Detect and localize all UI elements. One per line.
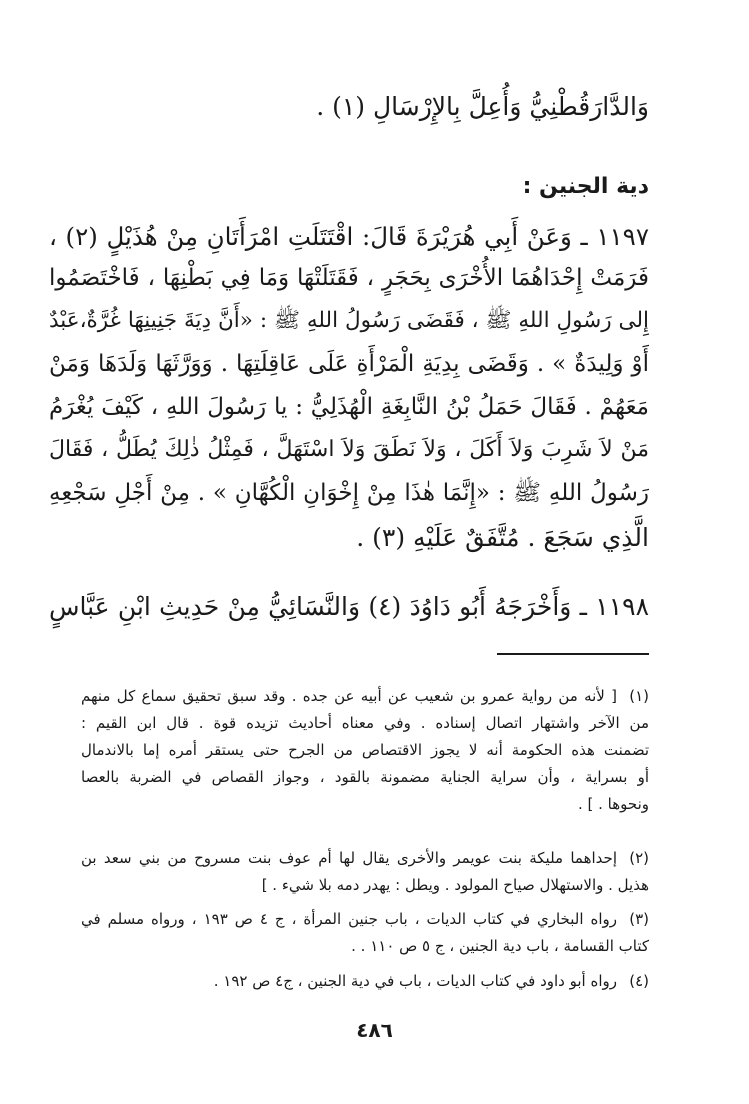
footnote-divider [497,653,649,655]
footnote-number: (٢) [629,849,649,867]
footnote-line: رواه البخاري في كتاب الديات ، باب جنين المرأة ، ج ٤ ص ١٩٣ ، ورواه مسلم في [81,910,617,928]
footnote-line: كتاب القسامة ، باب دية الجنين ، ج ٥ ص ١١٠ . . [351,937,649,955]
hadith-line: إِلى رَسُولِ اللهِ ﷺ ، فَقَضَى رَسُولُ اللهِ ﷺ : «أَنَّ دِيَةَ جَنِينِهَا غُرَّةٌ،عَبْدٌ [49,308,649,333]
hadith-line: الَّذِي سَجَعَ . مُتَّفَقٌ عَلَيْهِ (٣) . [356,523,649,552]
footnote-line: ونحوها . ] . [577,795,649,813]
footnote-line: تضمنت هذه الحكومة أنه لا يجوز الاقتصاص من الجرح حتى يستقر أمره إما بالاندمال [81,741,649,759]
opening-line: وَالدَّارَقُطْنِيُّ وَأُعِلَّ بِالإِرْسَالِ (١) . [316,92,649,121]
footnote-line: رواه أبو داود في كتاب الديات ، باب في دية الجنين ، ج٤ ص ١٩٢ . [213,972,617,990]
hadith-line: مَنْ لاَ شَرِبَ وَلاَ أَكَلَ ، وَلاَ نَطَقَ وَلاَ اسْتَهَلَّ ، فَمِثْلُ ذٰلِكَ يُطَلُّ ، فَقَالَ [49,437,649,462]
hadith-line: مَعَهُمْ . فَقَالَ حَمَلُ بْنُ النَّابِغَةِ الْهُذَلِيُّ : يا رَسُولَ اللهِ ، كَيْفَ يُغْرَمُ [49,394,649,420]
page-number: ٤٨٦ [356,1018,393,1042]
footnote-line: من الآخر واشتهار اتصال إسناده . وفي معناه أحاديث تزيده قوة . قال ابن القيم : [81,714,649,732]
hadith-1198: ١١٩٨ ـ وَأَخْرَجَهُ أَبُو دَاوُدَ (٤) وَالنَّسَائِيُّ مِنْ حَدِيثِ ابْنِ عَبَّاسٍ [49,592,649,621]
footnote-line: [ لأنه من رواية عمرو بن شعيب عن أبيه عن جده . وقد سبق تحقيق سماع كل منهم [81,687,617,705]
footnote-number: (٣) [629,910,649,928]
hadith-line: أَوْ وَلِيدَةٌ » . وَقَضَى بِدِيَةِ الْمَرْأَةِ عَلَى عَاقِلَتِهَا . وَوَرَّثَهَا وَلَدَهَا وَمَنْ [49,351,649,377]
hadith-line: ١١٩٧ ـ وَعَنْ أَبِي هُرَيْرَةَ قَالَ: اقْتَتَلَتِ امْرَأَتَانِ مِنْ هُذَيْلٍ (٢) ، [49,222,649,251]
section-heading: دية الجنين : [522,174,649,199]
footnote-number: (١) [629,687,649,705]
footnote-line: أو بسراية ، وأن سراية الجناية مضمونة بالقود ، وجواز القصاص في الضربة بالعصا [81,768,649,786]
hadith-line: فَرَمَتْ إِحْدَاهُمَا الأُخْرَى بِحَجَرٍ ، فَقَتَلَتْهَا وَمَا فِي بَطْنِهَا ، فَاخْتَصَمُوا [49,265,649,291]
footnote-line: هذيل . والاستهلال صياح المولود . ويطل : يهدر دمه بلا شيء . ] [261,876,649,894]
footnote-number: (٤) [629,972,649,990]
footnote-line: إحداهما مليكة بنت عويمر والأخرى يقال لها أم عوف بنت مسروح من بني سعد بن [81,849,617,867]
hadith-line: رَسُولُ اللهِ ﷺ : «إِنَّمَا هٰذَا مِنْ إِخْوَانِ الْكُهَّانِ » . مِنْ أَجْلِ سَجْعِهِ [49,480,649,506]
